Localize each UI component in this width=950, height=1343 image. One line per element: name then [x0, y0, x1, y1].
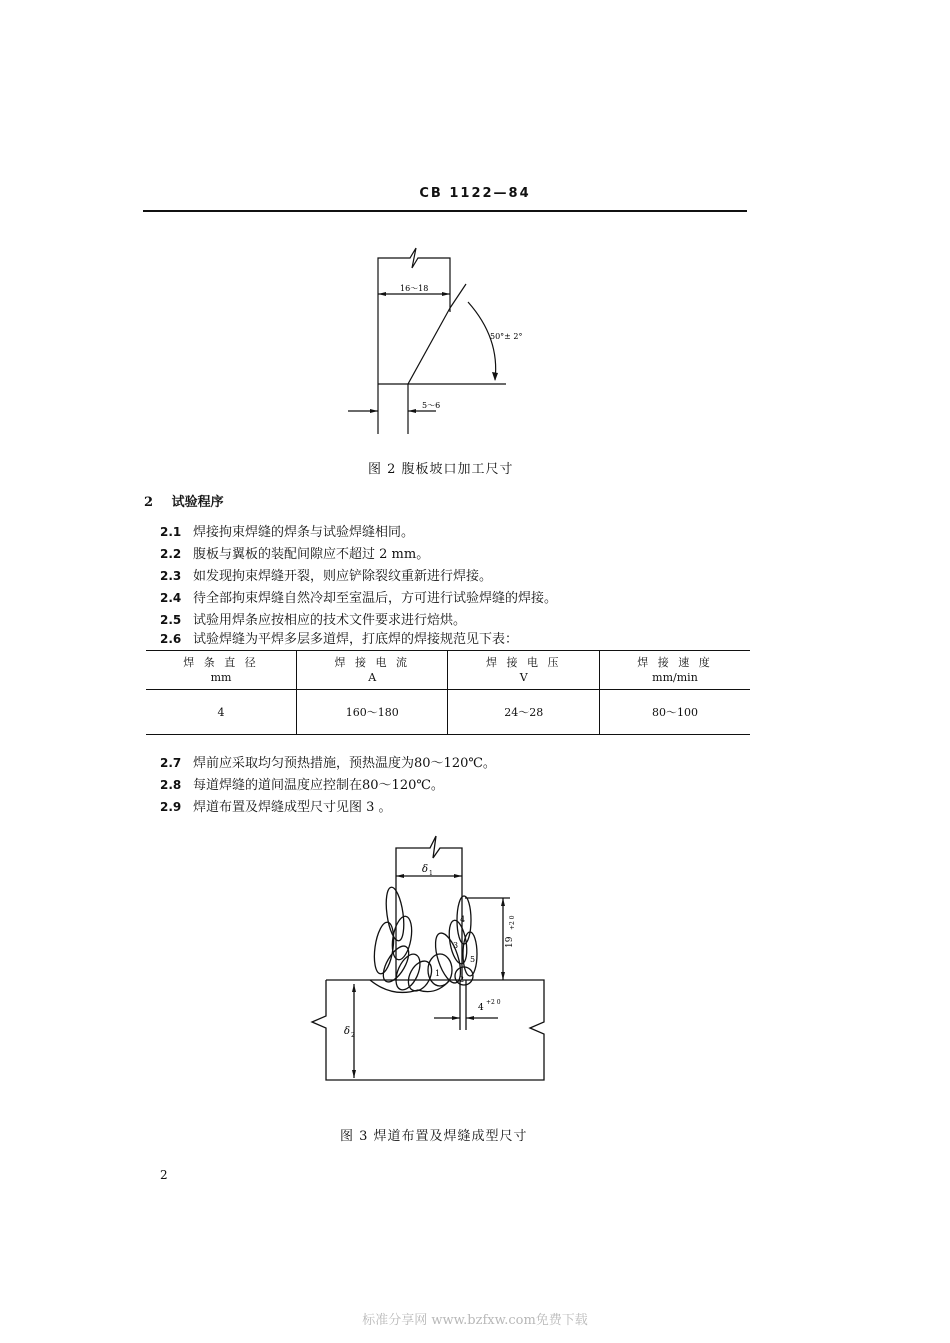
fig3-gap-tol: +2 0 [486, 999, 501, 1006]
fig3-delta2: δ [344, 1026, 351, 1037]
fig3-delta2-sub: 2 [351, 1032, 355, 1039]
clause-2-3: 2.3 如发现拘束焊缝开裂，则应铲除裂纹重新进行焊接。 [160, 569, 493, 584]
fig3-height: 19 [505, 936, 515, 948]
document-code: CB 1122—84 [419, 186, 531, 201]
fig3-delta1: δ [422, 864, 429, 875]
clause-2-7: 2.7 焊前应采取均匀预热措施，预热温度为80～120℃。 [160, 756, 496, 771]
fig3-gap: 4 [478, 1003, 484, 1013]
pass-label-1: 1 [435, 969, 441, 978]
figure-2-caption: 图 2 腹板坡口加工尺寸 [368, 462, 514, 477]
fig2-angle: 50°± 2° [490, 332, 523, 341]
figure-3-weld-pass-drawing [300, 830, 570, 1090]
cell-diameter: 4 [146, 690, 297, 735]
clause-2-5: 2.5 试验用焊条应按相应的技术文件要求进行焙烘。 [160, 613, 467, 628]
pass-label-5: 5 [470, 955, 476, 964]
fig3-height-tol: +2 0 [509, 915, 516, 930]
watermark-text: 标准分享网 www.bzfxw.com免费下载 [362, 1313, 588, 1328]
clause-2-9: 2.9 焊道布置及焊缝成型尺寸见图 3 。 [160, 800, 392, 815]
clause-2-4: 2.4 待全部拘束焊缝自然冷却至室温后，方可进行试验焊缝的焊接。 [160, 591, 558, 606]
clause-2-8: 2.8 每道焊缝的道间温度应控制在80～120℃。 [160, 778, 444, 793]
clause-2-6: 2.6 试验焊缝为平焊多层多道焊，打底焊的焊接规范见下表： [160, 632, 519, 647]
cell-current: 160～180 [297, 690, 448, 735]
section-number: 2 [144, 495, 154, 510]
header-rule [143, 210, 747, 212]
section-heading [144, 491, 224, 510]
figure-3-caption: 图 3 焊道布置及焊缝成型尺寸 [340, 1129, 528, 1144]
pass-label-3: 3 [453, 941, 459, 950]
col-welding-current: 焊 接 电 流 A [297, 651, 448, 690]
fig3-delta1-sub: 1 [429, 870, 433, 877]
figure-2-bevel-drawing [330, 240, 530, 440]
clause-2-1: 2.1 焊接拘束焊缝的焊条与试验焊缝相同。 [160, 525, 415, 540]
section-title: 试验程序 [171, 495, 224, 510]
clause-2-2: 2.2 腹板与翼板的装配间隙应不超过 2 mm。 [160, 547, 430, 562]
welding-spec-table [146, 650, 750, 735]
pass-label-2: 2 [459, 975, 465, 984]
table-row [146, 690, 750, 735]
cell-voltage: 24～28 [448, 690, 599, 735]
pass-label-4: 4 [460, 915, 466, 924]
col-welding-speed: 焊 接 速 度 mm/min [599, 651, 750, 690]
cell-speed: 80～100 [599, 690, 750, 735]
page-number: 2 [160, 1168, 168, 1182]
fig2-dim-top: 16～18 [400, 284, 429, 293]
col-welding-voltage: 焊 接 电 压 V [448, 651, 599, 690]
col-electrode-diameter: 焊 条 直 径 mm [146, 651, 297, 690]
fig2-dim-bottom: 5～6 [422, 401, 441, 410]
